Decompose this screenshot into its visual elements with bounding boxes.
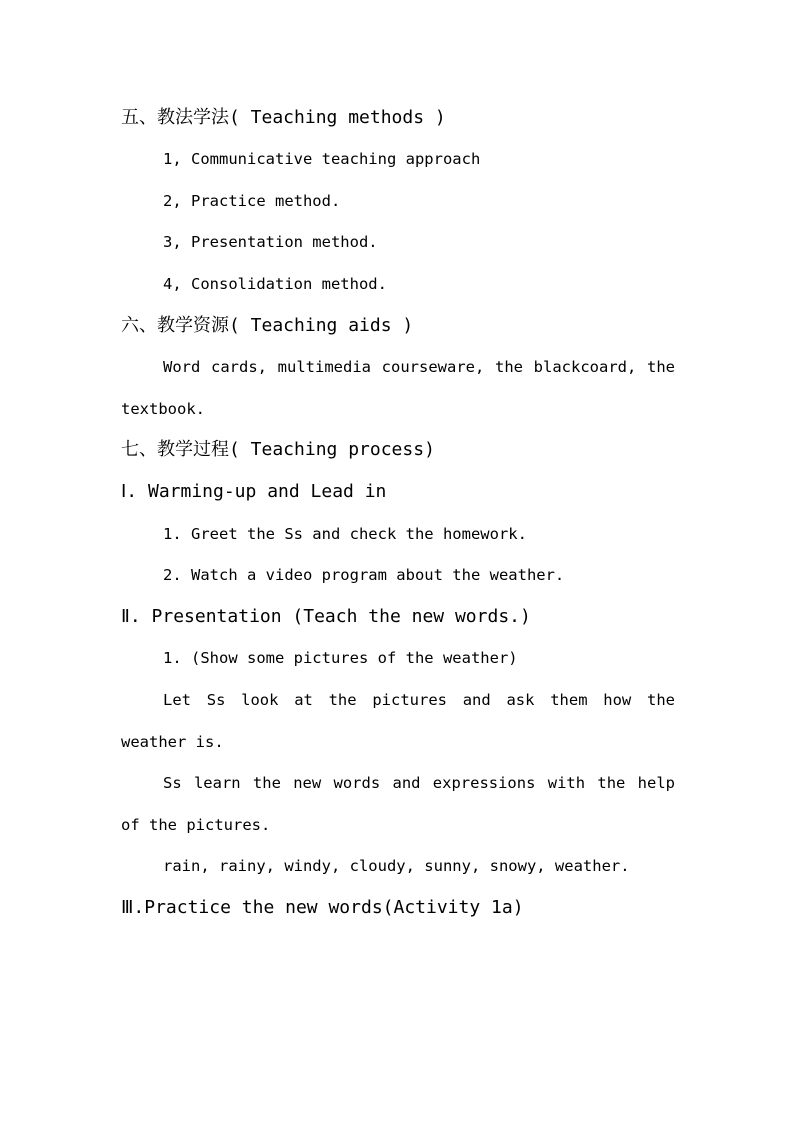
section-five-heading: 五、教法学法( Teaching methods ) (121, 107, 446, 128)
step-2-heading: Ⅱ. Presentation (Teach the new words.) (121, 606, 531, 627)
method-item-3: 3, Presentation method. (163, 233, 378, 251)
teaching-aids-line-2: textbook. (121, 400, 205, 418)
section-seven-heading: 七、教学过程( Teaching process) (121, 439, 435, 460)
step-2-para-1-line-2: weather is. (121, 733, 224, 751)
step-1-heading: Ⅰ. Warming-up and Lead in (121, 481, 387, 502)
step-1-item-1: 1. Greet the Ss and check the homework. (163, 525, 527, 543)
method-item-2: 2, Practice method. (163, 192, 341, 210)
step-2-item-1: 1. (Show some pictures of the weather) (163, 649, 518, 667)
section-six-heading: 六、教学资源( Teaching aids ) (121, 315, 414, 336)
method-item-4: 4, Consolidation method. (163, 275, 387, 293)
step-3-heading: Ⅲ.Practice the new words(Activity 1a) (121, 897, 524, 918)
step-2-para-2-line-1: Ss learn the new words and expressions with the help (163, 774, 675, 792)
step-2-para-2-line-2: of the pictures. (121, 816, 271, 834)
step-2-para-1-line-1: Let Ss look at the pictures and ask them how the (163, 691, 675, 709)
teaching-aids-line-1: Word cards, multimedia courseware, the blackcoard, the (163, 358, 675, 376)
new-words-list: rain, rainy, windy, cloudy, sunny, snowy, weather. (163, 857, 630, 875)
method-item-1: 1, Communicative teaching approach (163, 150, 481, 168)
step-1-item-2: 2. Watch a video program about the weather. (163, 566, 565, 584)
